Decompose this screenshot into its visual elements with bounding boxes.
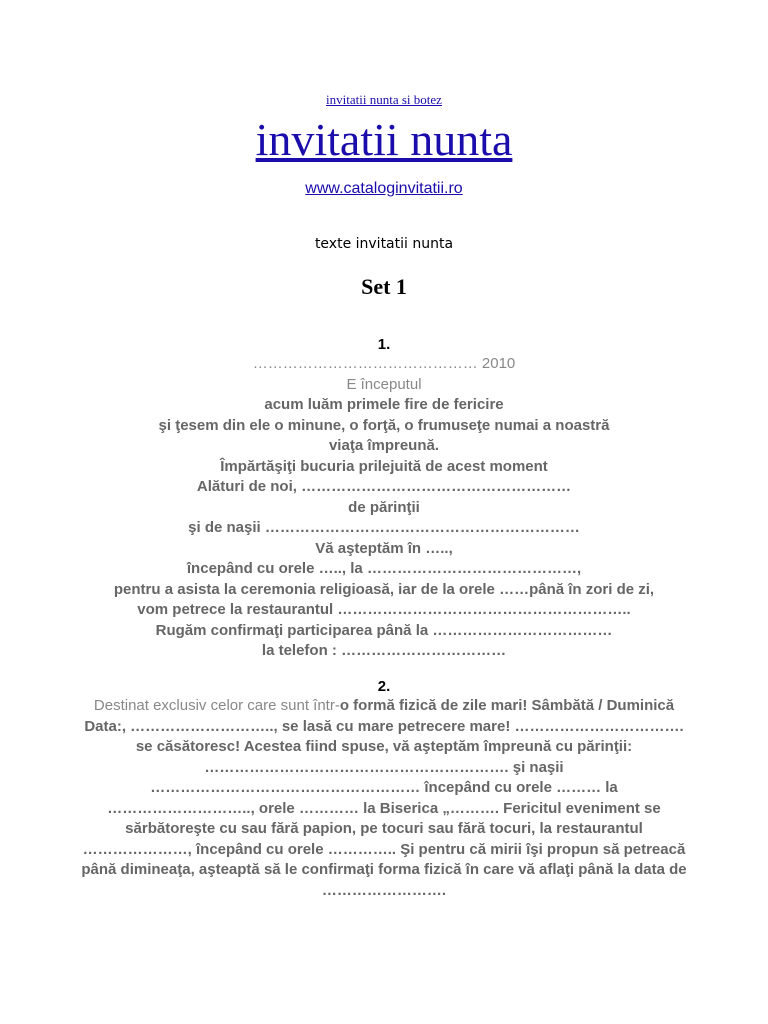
poem-line: Împărtăşiţi bucuria prilejuită de acest moment bbox=[220, 457, 548, 475]
poem-line: pentru a asista la ceremonia religioasă, iar de la orele ……până în zori de zi, bbox=[113, 580, 655, 598]
poem-line: Rugăm confirmaţi participarea până la ……………………………… bbox=[155, 621, 613, 639]
poem-line: la telefon : …………………………… bbox=[261, 642, 507, 659]
section-1-text bbox=[80, 354, 688, 662]
poem-line: şi ţesem din ele o minune, o forţă, o frumuseţe numai a noastră bbox=[158, 416, 610, 434]
poem-line: de părinţii bbox=[348, 498, 420, 516]
poem-line: E începutul bbox=[346, 375, 422, 393]
poem-line: vom petrece la restaurantul ………………………………………………….. bbox=[137, 601, 631, 618]
poem-line: viaţa împreună. bbox=[328, 437, 440, 454]
section-2-text bbox=[80, 696, 688, 901]
poem-line: Alături de noi, ……………………………………………… bbox=[196, 478, 572, 495]
site-link[interactable]: www.cataloginvitatii.ro bbox=[305, 180, 463, 197]
poem-line: şi de naşii ……………………………………………………… bbox=[188, 519, 580, 536]
title-link[interactable]: invitatii nunta bbox=[255, 114, 513, 165]
subtitle: texte invitatii nunta bbox=[314, 236, 454, 252]
poem-line: începând cu orele ….., la ……………………………………, bbox=[186, 560, 582, 577]
set-title: Set 1 bbox=[361, 274, 407, 299]
section-2-intro: Destinat exclusiv celor care sunt într- bbox=[93, 697, 340, 714]
section-1-number: 1. bbox=[377, 336, 391, 353]
top-link[interactable]: invitatii nunta si botez bbox=[326, 92, 442, 107]
poem-line: ……………………………………… 2010 bbox=[252, 355, 516, 372]
poem-line: Vă aşteptăm în ….., bbox=[315, 539, 453, 557]
section-2-body: o formă fizică de zile mari! Sâmbătă / Duminică Data:, ……………………….., se lasă cu mare petrecere mare! ……………………………. se căsătoresc! Acestea fiind spuse, vă aşteptăm împreună cu părinţii: ……………………………………………………. şi naşii ……………………………………………… începând cu orele ……… la ……………………….., orele ………… la Biserica „………. Fericitul eveniment se sărbătoreşte cu sau fără papion, pe tocuri sau fără tocuri, la restaurantul …………………, începând cu orele ………….. Şi pentru că mirii îşi propun să petreacă până dimineaţa, aşteaptă să le confirmaţi forma fizică în care vă aflaţi până la data de ……………………. bbox=[81, 697, 687, 899]
section-2-number: 2. bbox=[377, 678, 391, 695]
poem-line: acum luăm primele fire de fericire bbox=[264, 396, 504, 413]
